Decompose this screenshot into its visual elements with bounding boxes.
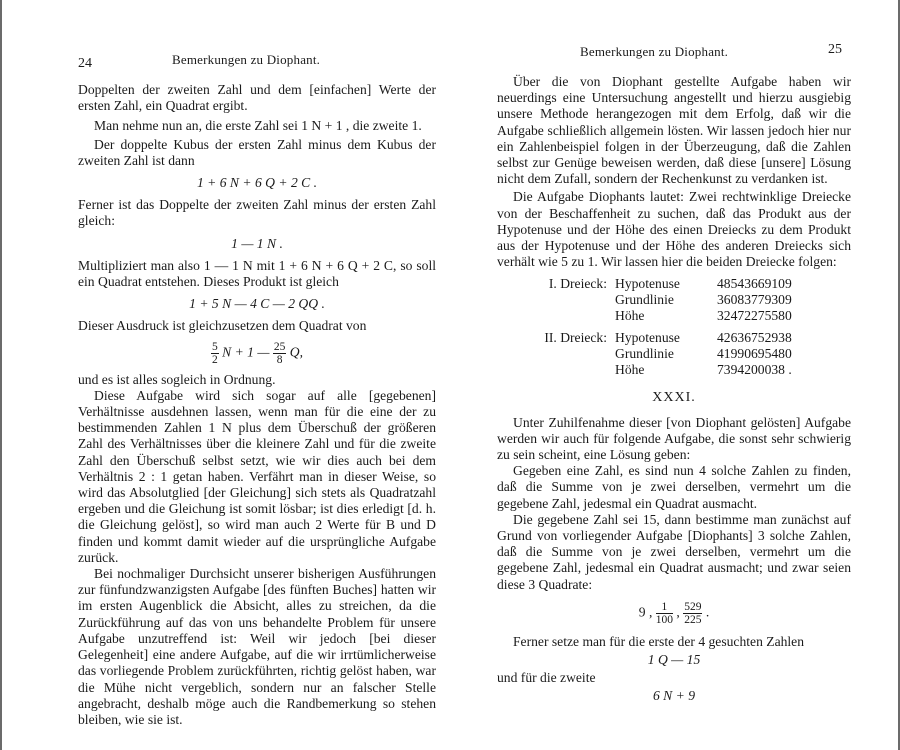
row-value: 32472275580 <box>717 308 792 324</box>
triangle-2-label: II. Dreieck: <box>544 330 607 346</box>
left-paragraph-2: Man nehme nun an, die erste Zahl sei 1 N + 1 , die zweite 1. <box>94 118 422 134</box>
row-value: 7394200038 . <box>717 362 792 378</box>
left-running-header: Bemerkungen zu Diophant. <box>172 52 321 67</box>
row-name: Grundlinie <box>615 292 674 308</box>
square-nine: 9 , <box>638 604 653 620</box>
right-paragraph-1: Über die von Diophant gestellte Aufgabe haben wir neuerdings eine Untersuchung angestellt und hierzu ausgiebig unsere Methode herangezogen mit dem Erfolg, daß wir die Aufgabe schließlich allgemein lösten. Wir lassen jedoch hier nur ein Zahlenbeispiel folgen in der Überzeugung, daß die Zahlen selbst zur Genüge beweisen werden, daß diese [unsere] Lösung nicht dem Zufall, sondern der Rechenkunst zu verdanken ist. <box>497 74 851 187</box>
left-equation-1: 1 + 6 N + 6 Q + 2 C . <box>196 175 318 191</box>
right-page-number: 25 <box>828 42 842 57</box>
left-equation-3: 1 + 5 N — 4 C — 2 QQ . <box>189 296 325 312</box>
row-value: 36083779309 <box>717 292 792 308</box>
left-body-text <box>78 82 436 728</box>
row-name: Höhe <box>615 362 645 378</box>
left-paragraph-8: Diese Aufgabe wird sich sogar auf alle [gegebenen] Verhältnisse ausdehnen lassen, wenn man für die eine der zu bestimmenden Zahlen 1 N plus dem Überschuß der größeren Zahl des Verhältnisses über die kleinere Zahl und für die zweite Zahl den Überschuß selbst setzt, wie wir dies auch bei dem Verhältnis 2 : 1 getan haben. Verfährt man in dieser Weise, so wird das Absolutglied [der Gleichung] sich stets als Quadratzahl ergeben und die Gleichung ist somit lösbar; ist dies erledigt [d. h. die Gleichung gelöst], so wird man auch 2 Werte für B und D finden und kommt damit wieder auf die ursprüngliche Aufgabe zurück. <box>78 387 436 565</box>
fraction-five-halves: $\frac{5}{2}$ <box>211 340 218 366</box>
section-title: XXXI. <box>652 390 696 406</box>
left-paragraph-7: und es ist alles sogleich in Ordnung. <box>78 371 276 387</box>
right-body-text <box>497 74 851 707</box>
left-paragraph-9: Bei nochmaliger Durchsicht unserer bisherigen Ausführungen zur fünfundzwanzigsten Aufgabe [des fünften Buches] hatten wir im ersten Augenblick die Absicht, alles zu streichen, da die Zurückführung auf das von uns behandelte Problem für unsere Aufgabe unzutreffend ist: Weil wir jedoch [bei dieser Gelegenheit] eine andere Aufgabe, auf die wir irrtümlicherweise das vorliegende Problem zurückführten, richtig gelöst haben, war die Mühe nicht vergeblich, sondern nur an falscher Stelle angebracht, deshalb möge auch die Randbemerkung so stehen bleiben, wie sie ist. <box>78 566 436 727</box>
right-paragraph-4: Gegeben eine Zahl, es sind nun 4 solche Zahlen zu finden, daß die Summe von je zwei derselben, vermehrt um die gegebene Zahl, jedesmal ein Quadrat ausmacht. <box>497 463 851 511</box>
right-paragraph-2: Die Aufgabe Diophants lautet: Zwei rechtwinklige Dreiecke von der Beschaffenheit zu suchen, daß das Produkt aus der Hypotenuse und der Höhe des einen Dreiecks zu dem Produkt aus der Hypotenuse und der Höhe des anderen Dreiecks sich verhält wie 5 zu 1. Wir lassen hier die beiden Dreiecke folgen: <box>497 189 851 270</box>
left-paragraph-1: Doppelten der zweiten Zahl und dem [einfachen] Werte der ersten Zahl, ein Quadrat ergibt. <box>78 82 436 114</box>
left-paragraph-6: Dieser Ausdruck ist gleichzusetzen dem Quadrat von <box>78 318 367 334</box>
row-value: 48543669109 <box>717 276 792 292</box>
equation-4-end: Q, <box>289 344 303 360</box>
row-value: 42636752938 <box>717 330 792 346</box>
left-page-number: 24 <box>78 56 92 71</box>
triangle-2-row-1 <box>527 324 796 346</box>
equation-4-middle: N + 1 — <box>222 344 270 360</box>
left-paragraph-5: Multipliziert man also 1 — 1 N mit 1 + 6 N + 6 Q + 2 C, so soll ein Quadrat entstehen. Dieses Produkt ist gleich <box>78 257 436 290</box>
row-value: 41990695480 <box>717 346 792 362</box>
triangle-1-label: I. Dreieck: <box>548 276 607 292</box>
row-name: Grundlinie <box>615 346 674 362</box>
triangle-2-row-3 <box>527 362 796 378</box>
row-name: Hypotenuse <box>615 330 680 346</box>
triangle-1-row-3 <box>527 308 796 324</box>
right-paragraph-5: Die gegebene Zahl sei 15, dann bestimme man zunächst auf Grund von vorliegender Aufgabe [Diophants] 3 solche Zahlen, daß die Summe von je zwei derselben, vermehrt um die gegebene Zahl, jedesmal ein Quadrat ausmacht; und zwar seien diese 3 Quadrate: <box>497 511 851 592</box>
row-name: Hypotenuse <box>615 276 680 292</box>
right-equation-7: 6 N + 9 <box>652 688 696 704</box>
row-name: Höhe <box>615 308 645 324</box>
triangle-1-row-1 <box>527 276 796 292</box>
triangle-2-row-2 <box>527 346 796 362</box>
left-paragraph-4: Ferner ist das Doppelte der zweiten Zahl minus der ersten Zahl gleich: <box>78 197 436 229</box>
right-equation-6: 1 Q — 15 <box>647 652 701 668</box>
right-paragraph-6: Ferner setze man für die erste der 4 gesuchten Zahlen <box>513 633 805 649</box>
left-paragraph-3: Der doppelte Kubus der ersten Zahl minus dem Kubus der zweiten Zahl ist dann <box>78 136 436 168</box>
left-equation-4 <box>78 341 436 366</box>
triangle-1-row-2 <box>527 292 796 308</box>
right-equation-squares: 9 , $\frac{1}{100}$ , $\frac{529}{225}$ . <box>638 600 710 626</box>
right-running-header: Bemerkungen zu Diophant. <box>580 44 729 59</box>
triangle-table <box>527 276 796 378</box>
fraction-one-hundredth: $\frac{1}{100}$ <box>655 600 673 626</box>
right-paragraph-3: Unter Zuhilfenahme dieser [von Diophant gelösten] Aufgabe werden wir auch für folgende Aufgabe, die sonst sehr schwierig zu sein scheint, eine Lösung geben: <box>497 414 851 463</box>
right-page <box>455 0 900 750</box>
fraction-twentyfive-eighths: $\frac{25}{8}$ <box>273 340 286 366</box>
right-paragraph-7: und für die zweite <box>497 670 596 686</box>
fraction-529-225: $\frac{529}{225}$ <box>684 600 702 626</box>
left-equation-2: 1 — 1 N . <box>231 235 283 251</box>
